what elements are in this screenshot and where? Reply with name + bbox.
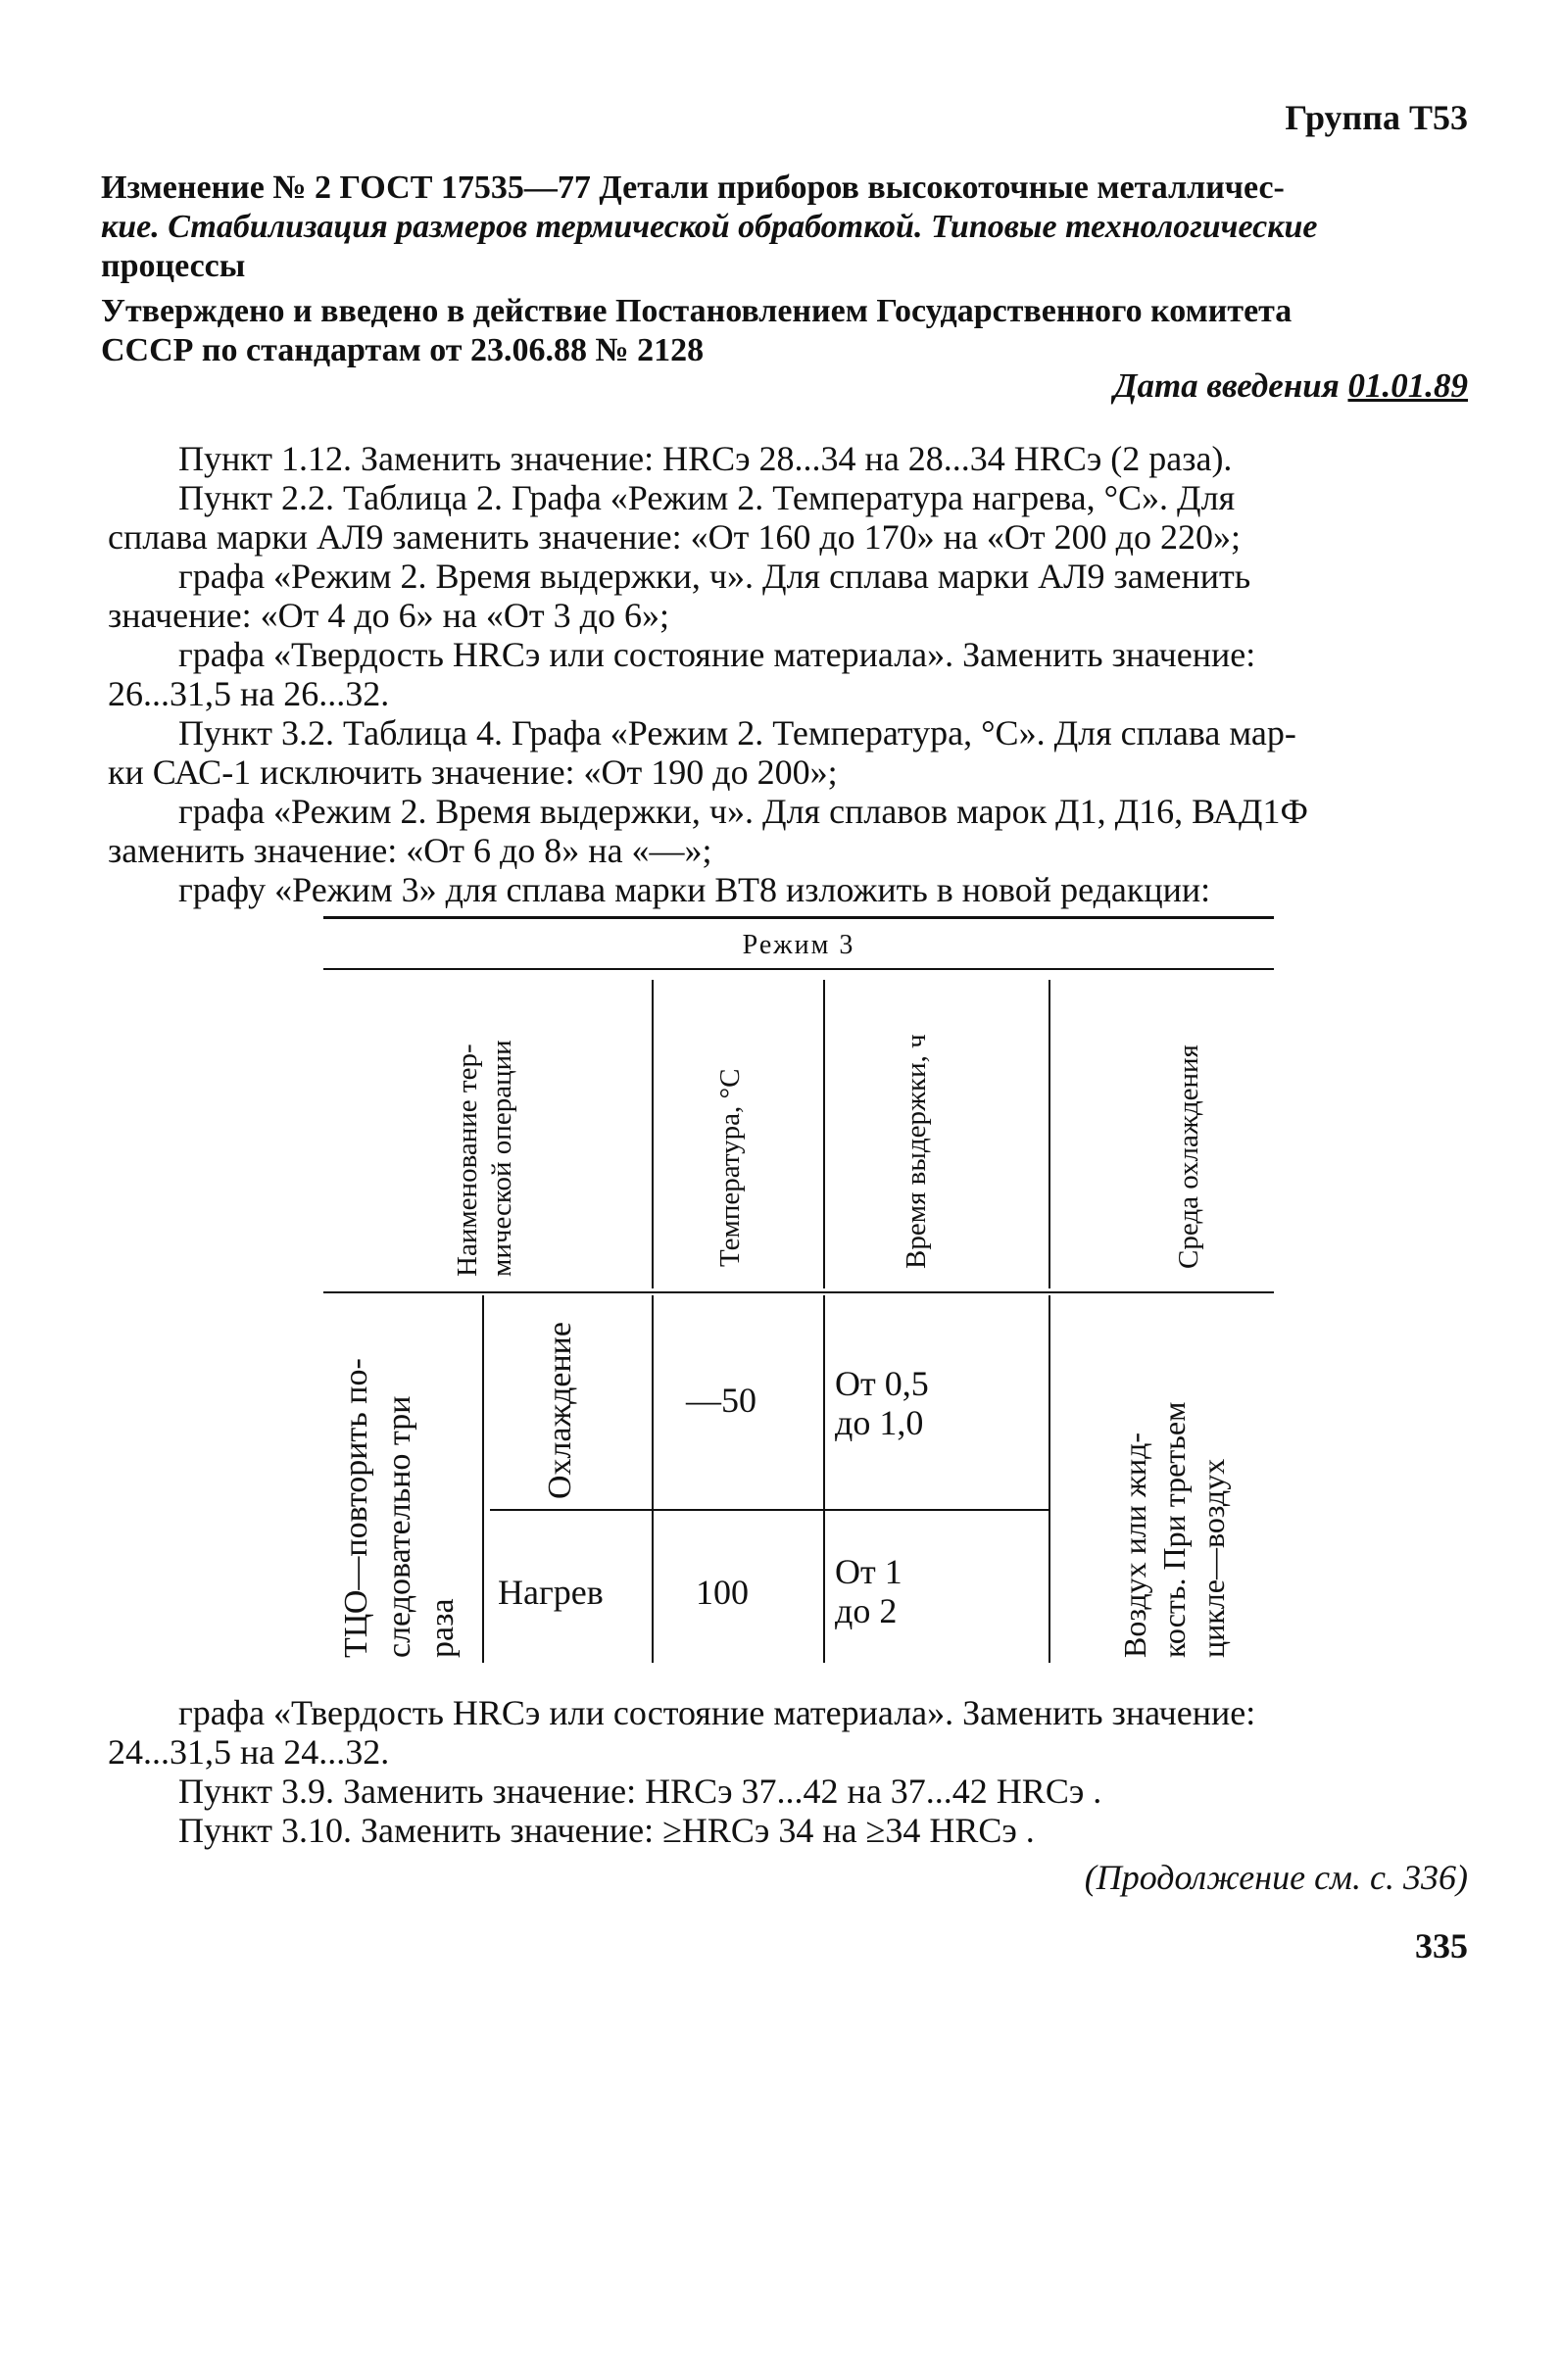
col-header-hold-time: Время выдержки, ч [901, 1034, 932, 1269]
col-header-temperature: Температура, °С [714, 1068, 746, 1267]
header-sep-3 [1049, 980, 1050, 1288]
title-line-3: процессы [101, 248, 246, 284]
body-sep-1 [652, 1295, 654, 1663]
after-line-4: Пункт 3.10. Заменить значение: ≥HRCэ 34 на ≥34 HRCэ . [178, 1811, 1035, 1850]
body-line-8: Пункт 3.2. Таблица 4. Графа «Режим 2. Температура, °С». Для сплава мар- [178, 713, 1296, 753]
body-line-9: ки САС-1 исключить значение: «От 190 до 200»; [108, 753, 838, 792]
body-line-5: значение: «От 4 до 6» на «От 3 до 6»; [108, 596, 669, 635]
body-line-10: графа «Режим 2. Время выдержки, ч». Для сплавов марок Д1, Д16, ВАД1Ф [178, 792, 1308, 831]
row-2-operation: Нагрев [498, 1573, 604, 1612]
body-line-12: графу «Режим 3» для сплава марки ВТ8 изложить в новой редакции: [178, 870, 1211, 909]
body-sep-2 [823, 1295, 825, 1663]
body-line-2: Пункт 2.2. Таблица 2. Графа «Режим 2. Температура нагрева, °С». Для [178, 478, 1236, 517]
body-sep-0 [482, 1295, 484, 1663]
table-top-rule [323, 916, 1274, 919]
body-line-7: 26...31,5 на 26...32. [108, 674, 390, 713]
after-line-2: 24...31,5 на 24...32. [108, 1732, 390, 1772]
row-1-operation: Охлаждение [542, 1322, 578, 1499]
row-separator [490, 1509, 1049, 1511]
body-line-11: заменить значение: «От 6 до 8» на «—»; [108, 831, 712, 870]
row-2-temperature: 100 [696, 1573, 749, 1612]
col-header-cooling-medium: Среда охлаждения [1173, 1044, 1204, 1269]
page-number: 335 [1415, 1926, 1468, 1966]
body-line-1: Пункт 1.12. Заменить значение: HRCэ 28...34 на 28...34 HRCэ (2 раза). [178, 439, 1233, 478]
approved-line-1: Утверждено и введено в действие Постановлением Государственного комитета [101, 293, 1293, 329]
header-sep-1 [652, 980, 654, 1288]
after-line-1: графа «Твердость HRCэ или состояние материала». Заменить значение: [178, 1693, 1256, 1732]
body-sep-3 [1049, 1295, 1050, 1663]
body-line-3: сплава марки АЛ9 заменить значение: «От 160 до 170» на «От 200 до 220»; [108, 517, 1241, 557]
header-sep-2 [823, 980, 825, 1288]
body-line-6: графа «Твердость HRCэ или состояние материала». Заменить значение: [178, 635, 1256, 674]
continuation-note: (Продолжение см. с. 336) [1084, 1858, 1468, 1897]
table-header-rule [323, 1291, 1274, 1293]
cooling-medium: Воздух или жид- кость. При третьем цикле—воздух [1117, 1401, 1231, 1658]
group-code: Группа Т53 [1285, 98, 1468, 137]
title-line-1: Изменение № 2 ГОСТ 17535—77 Детали приборов высокоточные металличес- [101, 170, 1285, 206]
row-1-hold-time: От 0,5 до 1,0 [835, 1364, 929, 1442]
intro-date-label: Дата введения [1113, 366, 1340, 405]
col-header-operation: Наименование тер- мической операции [452, 1040, 517, 1277]
row-1-temperature: —50 [686, 1381, 756, 1420]
intro-date-value: 01.01.89 [1347, 366, 1468, 405]
table-title-rule [323, 968, 1274, 970]
row-2-hold-time: От 1 до 2 [835, 1552, 902, 1630]
intro-date [1114, 366, 1468, 406]
title-line-2: кие. Стабилизация размеров термической обработкой. Типовые технологические [101, 209, 1318, 245]
group-label: ТЦО—повторить по- следовательно три раза [338, 1358, 461, 1658]
approved-line-2: СССР по стандартам от 23.06.88 № 2128 [101, 332, 705, 368]
after-line-3: Пункт 3.9. Заменить значение: HRCэ 37...42 на 37...42 HRCэ . [178, 1772, 1102, 1811]
table-title: Режим 3 [742, 930, 855, 960]
body-line-4: графа «Режим 2. Время выдержки, ч». Для сплава марки АЛ9 заменить [178, 557, 1251, 596]
